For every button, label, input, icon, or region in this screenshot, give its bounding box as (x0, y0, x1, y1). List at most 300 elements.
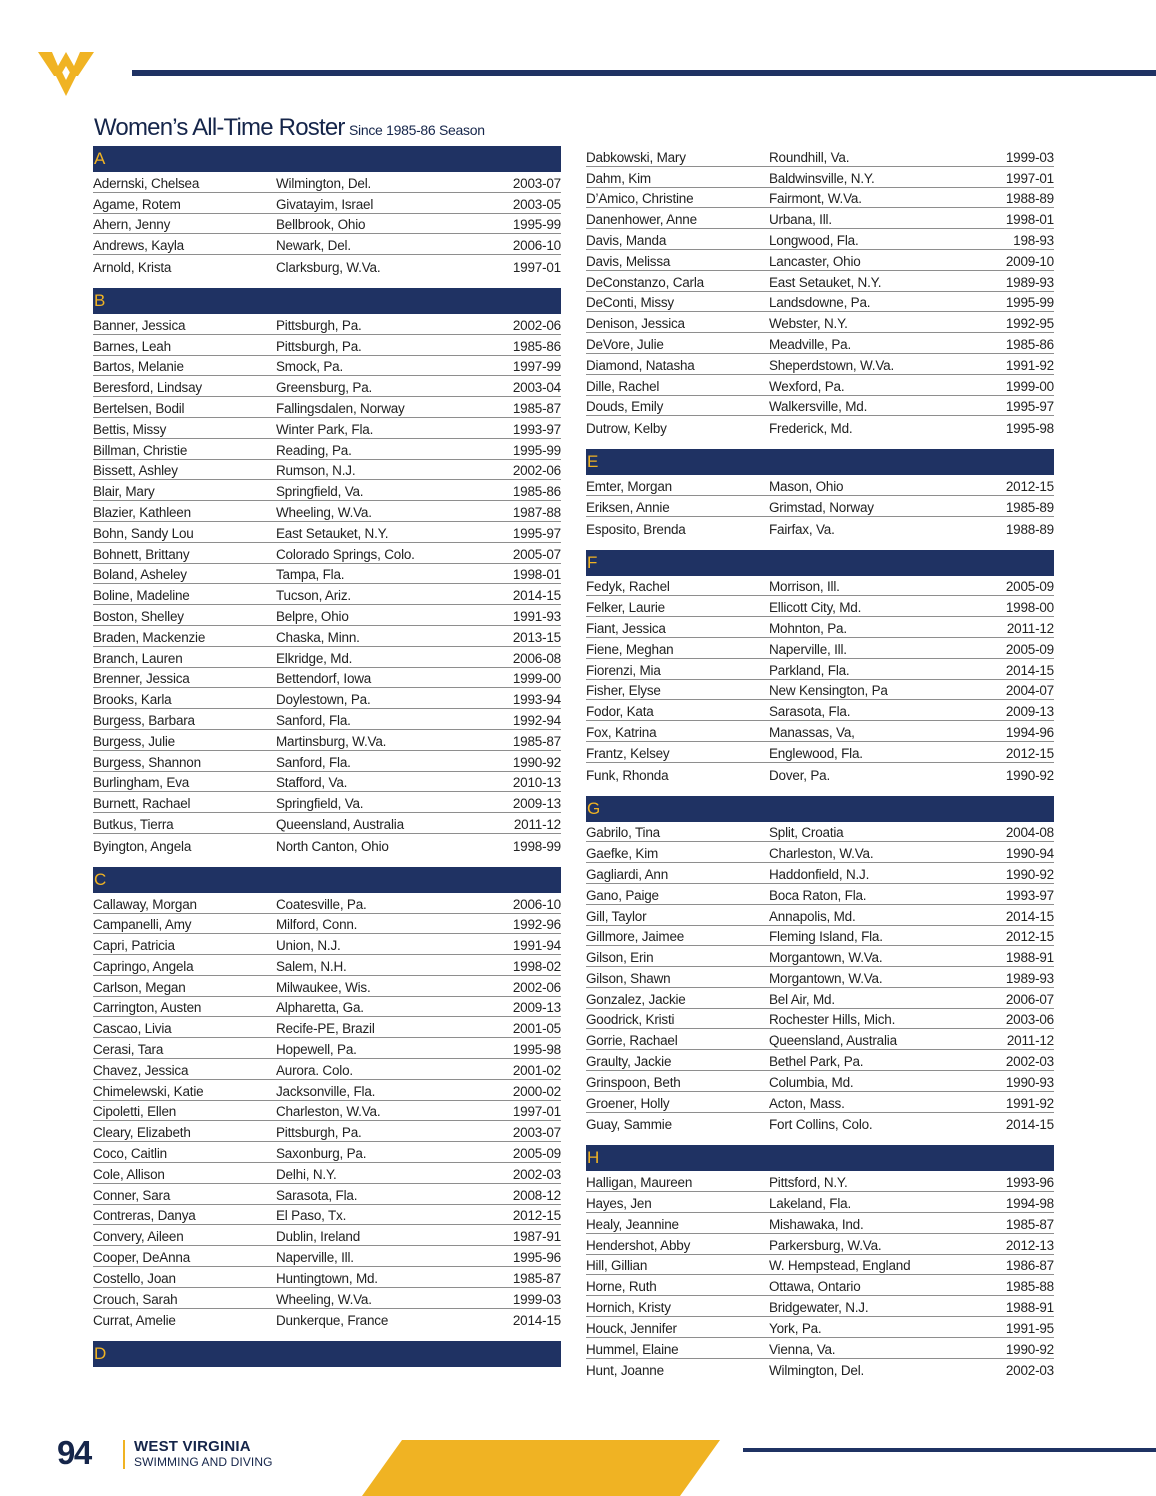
athlete-name: Fodor, Kata (586, 704, 654, 720)
hometown: Haddonfield, N.J. (769, 866, 870, 882)
years-active: 1992-96 (512, 917, 561, 933)
years-active: 1992-95 (1005, 316, 1054, 332)
years-active: 1993-97 (512, 421, 561, 437)
athlete-name: Douds, Emily (586, 399, 664, 415)
years-active: 1990-92 (1005, 1341, 1054, 1357)
athlete-name: Fisher, Elyse (586, 683, 661, 699)
roster-row (586, 517, 1054, 538)
roster-row (586, 475, 1054, 496)
athlete-name: Fiant, Jessica (586, 620, 666, 636)
roster-row (586, 1029, 1054, 1050)
hometown: Dublin, Ireland (276, 1229, 361, 1245)
athlete-name: Campanelli, Amy (93, 917, 192, 933)
years-active: 1985-86 (512, 338, 561, 354)
athlete-name: Danenhower, Anne (586, 212, 697, 228)
hometown: Morrison, Ill. (769, 579, 840, 595)
athlete-name: Frantz, Kelsey (586, 745, 670, 761)
athlete-name: Arnold, Krista (93, 259, 172, 275)
roster-row (586, 1234, 1054, 1255)
hometown: Meadville, Pa. (769, 336, 851, 352)
hometown: Lancaster, Ohio (769, 253, 861, 269)
hometown: Aurora. Colo. (276, 1062, 353, 1078)
athlete-name: Billman, Christie (93, 442, 188, 458)
athlete-name: Cooper, DeAnna (93, 1250, 191, 1266)
roster-row (93, 376, 561, 397)
hometown: Recife-PE, Brazil (276, 1021, 375, 1037)
years-active: 1985-87 (512, 400, 561, 416)
athlete-name: Gaefke, Kim (586, 846, 659, 862)
roster-row (93, 314, 561, 335)
hometown: Ellicott City, Md. (769, 600, 862, 616)
athlete-name: Guay, Sammie (586, 1117, 672, 1133)
roster-section (93, 1341, 561, 1367)
roster-row (586, 1071, 1054, 1092)
roster-row (93, 893, 561, 914)
athlete-name: Hendershot, Abby (586, 1237, 691, 1253)
hometown: Queensland, Australia (769, 1033, 897, 1049)
hometown: Greensburg, Pa. (276, 380, 373, 396)
athlete-name: Branch, Lauren (93, 650, 183, 666)
hometown: Pittsford, N.Y. (769, 1175, 848, 1191)
roster-row (93, 813, 561, 834)
roster-row (586, 1275, 1054, 1296)
roster-row (586, 700, 1054, 721)
years-active: 2006-07 (1005, 991, 1054, 1007)
hometown: Wheeling, W.Va. (276, 504, 372, 520)
athlete-name: Chimelewski, Katie (93, 1083, 204, 1099)
athlete-name: Boland, Asheley (93, 567, 187, 583)
roster-row (93, 356, 561, 377)
roster-row (586, 742, 1054, 763)
hometown: Fairmont, W.Va. (769, 191, 862, 207)
years-active: 2003-06 (1005, 1012, 1054, 1028)
roster-row (93, 214, 561, 235)
years-active: 1995-99 (1005, 295, 1054, 311)
years-active: 2009-13 (1005, 704, 1054, 720)
roster-section (586, 449, 1054, 537)
athlete-name: Brenner, Jessica (93, 671, 190, 687)
roster-row (93, 647, 561, 668)
roster-row (93, 834, 561, 855)
athlete-name: Halligan, Maureen (586, 1175, 693, 1191)
athlete-name: D’Amico, Christine (586, 191, 694, 207)
athlete-name: Chavez, Jessica (93, 1062, 189, 1078)
section-letter-header: G (586, 796, 1054, 822)
years-active: 2011-12 (1006, 1033, 1054, 1049)
hometown: Bethel Park, Pa. (769, 1054, 864, 1070)
section-letter-header: B (93, 288, 561, 314)
roster-row (93, 564, 561, 585)
roster-row (586, 1113, 1054, 1134)
hometown: Hopewell, Pa. (276, 1042, 357, 1058)
years-active: 1993-94 (512, 692, 561, 708)
roster-row (93, 439, 561, 460)
roster-row (93, 1101, 561, 1122)
hometown: Springfield, Va. (276, 484, 364, 500)
athlete-name: Coco, Caitlin (93, 1146, 167, 1162)
roster-row (93, 1142, 561, 1163)
years-active: 2014-15 (1005, 662, 1054, 678)
athlete-name: Felker, Laurie (586, 600, 665, 616)
hometown: Naperville, Ill. (276, 1250, 354, 1266)
years-active: 2006-10 (512, 238, 561, 254)
years-active: 1988-89 (1005, 521, 1054, 537)
roster-row (93, 1205, 561, 1226)
years-active: 2005-09 (1005, 641, 1054, 657)
roster-row (586, 988, 1054, 1009)
hometown: East Setauket, N.Y. (769, 274, 882, 290)
years-active: 1995-96 (512, 1250, 561, 1266)
roster-row (586, 354, 1054, 375)
hometown: Fort Collins, Colo. (769, 1117, 873, 1133)
roster-row (93, 792, 561, 813)
hometown: Mason, Ohio (769, 478, 844, 494)
years-active: 2005-09 (512, 1146, 561, 1162)
athlete-name: Denison, Jessica (586, 316, 685, 332)
years-active: 1997-01 (512, 1104, 561, 1120)
years-active: 2014-15 (1005, 908, 1054, 924)
years-active: 2013-15 (512, 629, 561, 645)
hometown: Chaska, Minn. (276, 629, 360, 645)
roster-row (586, 721, 1054, 742)
hometown: Martinsburg, W.Va. (276, 733, 387, 749)
hometown: Pittsburgh, Pa. (276, 317, 362, 333)
roster-row (586, 596, 1054, 617)
brand-line-2: SWIMMING AND DIVING (134, 1455, 273, 1469)
hometown: Coatesville, Pa. (276, 896, 367, 912)
athlete-name: Burnett, Rachael (93, 796, 191, 812)
roster-row (586, 946, 1054, 967)
years-active: 1985-89 (1005, 499, 1054, 515)
athlete-name: Gilson, Shawn (586, 970, 671, 986)
roster-row (586, 1317, 1054, 1338)
roster-row (586, 1296, 1054, 1317)
athlete-name: Bissett, Ashley (93, 463, 178, 479)
hometown: Springfield, Va. (276, 796, 364, 812)
roster-row (93, 460, 561, 481)
roster-row (93, 914, 561, 935)
hometown: Wilmington, Del. (769, 1363, 865, 1379)
years-active: 1988-89 (1005, 191, 1054, 207)
years-active: 1994-96 (1005, 724, 1054, 740)
athlete-name: Grinspoon, Beth (586, 1074, 681, 1090)
roster-row (93, 1267, 561, 1288)
athlete-name: Healy, Jeannine (586, 1216, 679, 1232)
years-active: 2003-04 (512, 380, 561, 396)
hometown: Mishawaka, Ind. (769, 1216, 864, 1232)
roster-row (93, 1080, 561, 1101)
athlete-name: Diamond, Natasha (586, 357, 695, 373)
hometown: Tucson, Ariz. (276, 588, 351, 604)
hometown: Newark, Del. (276, 238, 351, 254)
years-active: 1985-86 (512, 484, 561, 500)
hometown: Boca Raton, Fla. (769, 887, 867, 903)
years-active: 1993-97 (1005, 887, 1054, 903)
years-active: 1985-87 (512, 1270, 561, 1286)
roster-row (586, 822, 1054, 843)
roster-row (93, 997, 561, 1018)
roster-row (586, 167, 1054, 188)
roster-row (586, 863, 1054, 884)
years-active: 1994-98 (1005, 1196, 1054, 1212)
years-active: 2011-12 (513, 816, 561, 832)
hometown: Milford, Conn. (276, 917, 358, 933)
roster-column-left (93, 146, 561, 1379)
years-active: 1998-00 (1005, 600, 1054, 616)
hometown: Delhi, N.Y. (276, 1166, 337, 1182)
years-active: 1995-97 (1005, 399, 1054, 415)
athlete-name: Houck, Jennifer (586, 1320, 677, 1336)
athlete-name: Hornich, Kristy (586, 1300, 671, 1316)
hometown: Acton, Mass. (769, 1095, 845, 1111)
roster-row (93, 234, 561, 255)
footer-divider (123, 1440, 125, 1469)
hometown: Baldwinsville, N.Y. (769, 170, 875, 186)
roster-section (93, 288, 561, 855)
roster-row (586, 1092, 1054, 1113)
years-active: 2003-05 (512, 196, 561, 212)
roster-row (93, 335, 561, 356)
athlete-name: Hunt, Joanne (586, 1363, 664, 1379)
roster-row (586, 1338, 1054, 1359)
footer-rule (743, 1448, 1156, 1452)
athlete-name: Braden, Mackenzie (93, 629, 206, 645)
years-active: 2000-02 (512, 1083, 561, 1099)
athlete-name: Cleary, Elizabeth (93, 1125, 191, 1141)
years-active: 2012-15 (1005, 478, 1054, 494)
years-active: 1998-01 (512, 567, 561, 583)
hometown: Belpre, Ohio (276, 608, 349, 624)
years-active: 2009-10 (1005, 253, 1054, 269)
hometown: Rochester Hills, Mich. (769, 1012, 896, 1028)
athlete-name: Eriksen, Annie (586, 499, 670, 515)
roster-row (586, 1359, 1054, 1380)
hometown: Naperville, Ill. (769, 641, 847, 657)
roster-row (93, 976, 561, 997)
roster-row (93, 480, 561, 501)
roster-row (93, 1309, 561, 1330)
roster-row (586, 617, 1054, 638)
years-active: 2014-15 (512, 1313, 561, 1329)
roster-row (586, 333, 1054, 354)
hometown: Landsdowne, Pa. (769, 295, 871, 311)
years-active: 198-93 (1013, 232, 1054, 248)
years-active: 1997-01 (1005, 170, 1054, 186)
athlete-name: Brooks, Karla (93, 692, 172, 708)
roster-row (93, 1184, 561, 1205)
years-active: 2003-07 (512, 175, 561, 191)
years-active: 1985-88 (1005, 1279, 1054, 1295)
roster-row (586, 763, 1054, 784)
athlete-name: Banner, Jessica (93, 317, 186, 333)
years-active: 2012-15 (1005, 929, 1054, 945)
hometown: Pittsburgh, Pa. (276, 1125, 362, 1141)
hometown: Vienna, Va. (769, 1341, 836, 1357)
roster-row (93, 1038, 561, 1059)
hometown: W. Hempstead, England (769, 1258, 911, 1274)
roster-row (586, 576, 1054, 597)
athlete-name: Ahern, Jenny (93, 217, 171, 233)
years-active: 1992-94 (512, 712, 561, 728)
roster-row (586, 926, 1054, 947)
roster-row (93, 193, 561, 214)
roster-row (93, 1288, 561, 1309)
hometown: Wexford, Pa. (769, 378, 845, 394)
roster-row (93, 418, 561, 439)
athlete-name: Graulty, Jackie (586, 1054, 672, 1070)
hometown: Roundhill, Va. (769, 149, 850, 165)
years-active: 1990-93 (1005, 1074, 1054, 1090)
hometown: Longwood, Fla. (769, 232, 859, 248)
years-active: 2012-15 (512, 1208, 561, 1224)
hometown: Sarasota, Fla. (769, 704, 851, 720)
roster-section (93, 867, 561, 1330)
years-active: 1995-99 (512, 442, 561, 458)
athlete-name: Hayes, Jen (586, 1196, 652, 1212)
roster-row (93, 1121, 561, 1142)
roster-row (93, 1246, 561, 1267)
roster-row (93, 522, 561, 543)
roster-row (586, 396, 1054, 417)
roster-row (586, 416, 1054, 437)
hometown: Webster, N.Y. (769, 316, 848, 332)
hometown: Walkersville, Md. (769, 399, 868, 415)
roster-row (93, 751, 561, 772)
athlete-name: Gorrie, Rachael (586, 1033, 678, 1049)
roster-row (93, 626, 561, 647)
years-active: 1985-87 (512, 733, 561, 749)
section-letter-header: H (586, 1145, 1054, 1171)
athlete-name: Gillmore, Jaimee (586, 929, 685, 945)
years-active: 1999-03 (512, 1291, 561, 1307)
athlete-name: Carrington, Austen (93, 1000, 202, 1016)
years-active: 1988-91 (1005, 950, 1054, 966)
years-active: 1991-93 (512, 608, 561, 624)
athlete-name: Bettis, Missy (93, 421, 167, 437)
roster-row (93, 1017, 561, 1038)
years-active: 2002-03 (1005, 1054, 1054, 1070)
athlete-name: Fedyk, Rachel (586, 579, 670, 595)
hometown: Tampa, Fla. (276, 567, 345, 583)
years-active: 1995-98 (512, 1042, 561, 1058)
athlete-name: Byington, Angela (93, 838, 192, 854)
roster-row (93, 772, 561, 793)
athlete-name: DeVore, Julie (586, 336, 664, 352)
athlete-name: Gill, Taylor (586, 908, 647, 924)
roster-row (586, 967, 1054, 988)
athlete-name: Gano, Paige (586, 887, 659, 903)
hometown: Elkridge, Md. (276, 650, 353, 666)
athlete-name: Blazier, Kathleen (93, 504, 191, 520)
athlete-name: Boline, Madeline (93, 588, 190, 604)
roster-row (586, 271, 1054, 292)
hometown: Union, N.J. (276, 938, 341, 954)
wv-flying-wv-logo-icon (38, 46, 94, 98)
athlete-name: Bohnett, Brittany (93, 546, 190, 562)
years-active: 1998-99 (512, 838, 561, 854)
section-letter-header: C (93, 867, 561, 893)
years-active: 1995-97 (512, 525, 561, 541)
athlete-name: Contreras, Danya (93, 1208, 196, 1224)
page-title (94, 114, 485, 142)
roster-row (586, 375, 1054, 396)
athlete-name: Burgess, Barbara (93, 712, 195, 728)
years-active: 1991-95 (1005, 1320, 1054, 1336)
athlete-name: Burgess, Shannon (93, 754, 201, 770)
years-active: 1998-02 (512, 958, 561, 974)
roster-row (93, 1059, 561, 1080)
years-active: 1997-01 (512, 259, 561, 275)
hometown: Frederick, Md. (769, 421, 853, 437)
athlete-name: Hummel, Elaine (586, 1341, 679, 1357)
athlete-name: Boston, Shelley (93, 608, 184, 624)
years-active: 1988-91 (1005, 1300, 1054, 1316)
hometown: Ottawa, Ontario (769, 1279, 861, 1295)
years-active: 2002-03 (512, 1166, 561, 1182)
roster-row (93, 1225, 561, 1246)
athlete-name: Gagliardi, Ann (586, 866, 669, 882)
section-letter-header: F (586, 550, 1054, 576)
hometown: Milwaukee, Wis. (276, 979, 371, 995)
roster-row (586, 1009, 1054, 1030)
hometown: Englewood, Fla. (769, 745, 863, 761)
years-active: 2005-09 (1005, 579, 1054, 595)
athlete-name: Blair, Mary (93, 484, 155, 500)
hometown: El Paso, Tx. (276, 1208, 347, 1224)
years-active: 2009-13 (512, 796, 561, 812)
roster-section (586, 796, 1054, 1134)
hometown: Morgantown, W.Va. (769, 950, 883, 966)
roster-row (586, 292, 1054, 313)
roster-column-right (586, 146, 1054, 1391)
years-active: 1999-03 (1005, 149, 1054, 165)
roster-row (93, 397, 561, 418)
hometown: Wheeling, W.Va. (276, 1291, 372, 1307)
section-letter-header: D (93, 1341, 561, 1367)
hometown: Stafford, Va. (276, 775, 348, 791)
years-active: 1997-99 (512, 359, 561, 375)
athlete-name: Bohn, Sandy Lou (93, 525, 194, 541)
athlete-name: Cipoletti, Ellen (93, 1104, 177, 1120)
athlete-name: Davis, Manda (586, 232, 667, 248)
roster-section (586, 550, 1054, 784)
hometown: Alpharetta, Ga. (276, 1000, 364, 1016)
roster-row (586, 680, 1054, 701)
years-active: 1995-99 (512, 217, 561, 233)
roster-row (586, 842, 1054, 863)
years-active: 2010-13 (512, 775, 561, 791)
roster-section (93, 146, 561, 276)
roster-row (93, 1163, 561, 1184)
brand-line-1: WEST VIRGINIA (134, 1438, 251, 1455)
athlete-name: Butkus, Tierra (93, 816, 174, 832)
years-active: 1999-00 (512, 671, 561, 687)
years-active: 1990-92 (1005, 866, 1054, 882)
roster-row (586, 250, 1054, 271)
years-active: 2011-12 (1006, 620, 1054, 636)
footer-brand (134, 1439, 273, 1469)
hometown: Huntingtown, Md. (276, 1270, 378, 1286)
hometown: Morgantown, W.Va. (769, 970, 883, 986)
roster-row (586, 905, 1054, 926)
athlete-name: Adernski, Chelsea (93, 175, 200, 191)
hometown: Doylestown, Pa. (276, 692, 371, 708)
athlete-name: Cascao, Livia (93, 1021, 172, 1037)
years-active: 2006-10 (512, 896, 561, 912)
years-active: 2012-15 (1005, 745, 1054, 761)
years-active: 2002-06 (512, 463, 561, 479)
years-active: 2001-05 (512, 1021, 561, 1037)
